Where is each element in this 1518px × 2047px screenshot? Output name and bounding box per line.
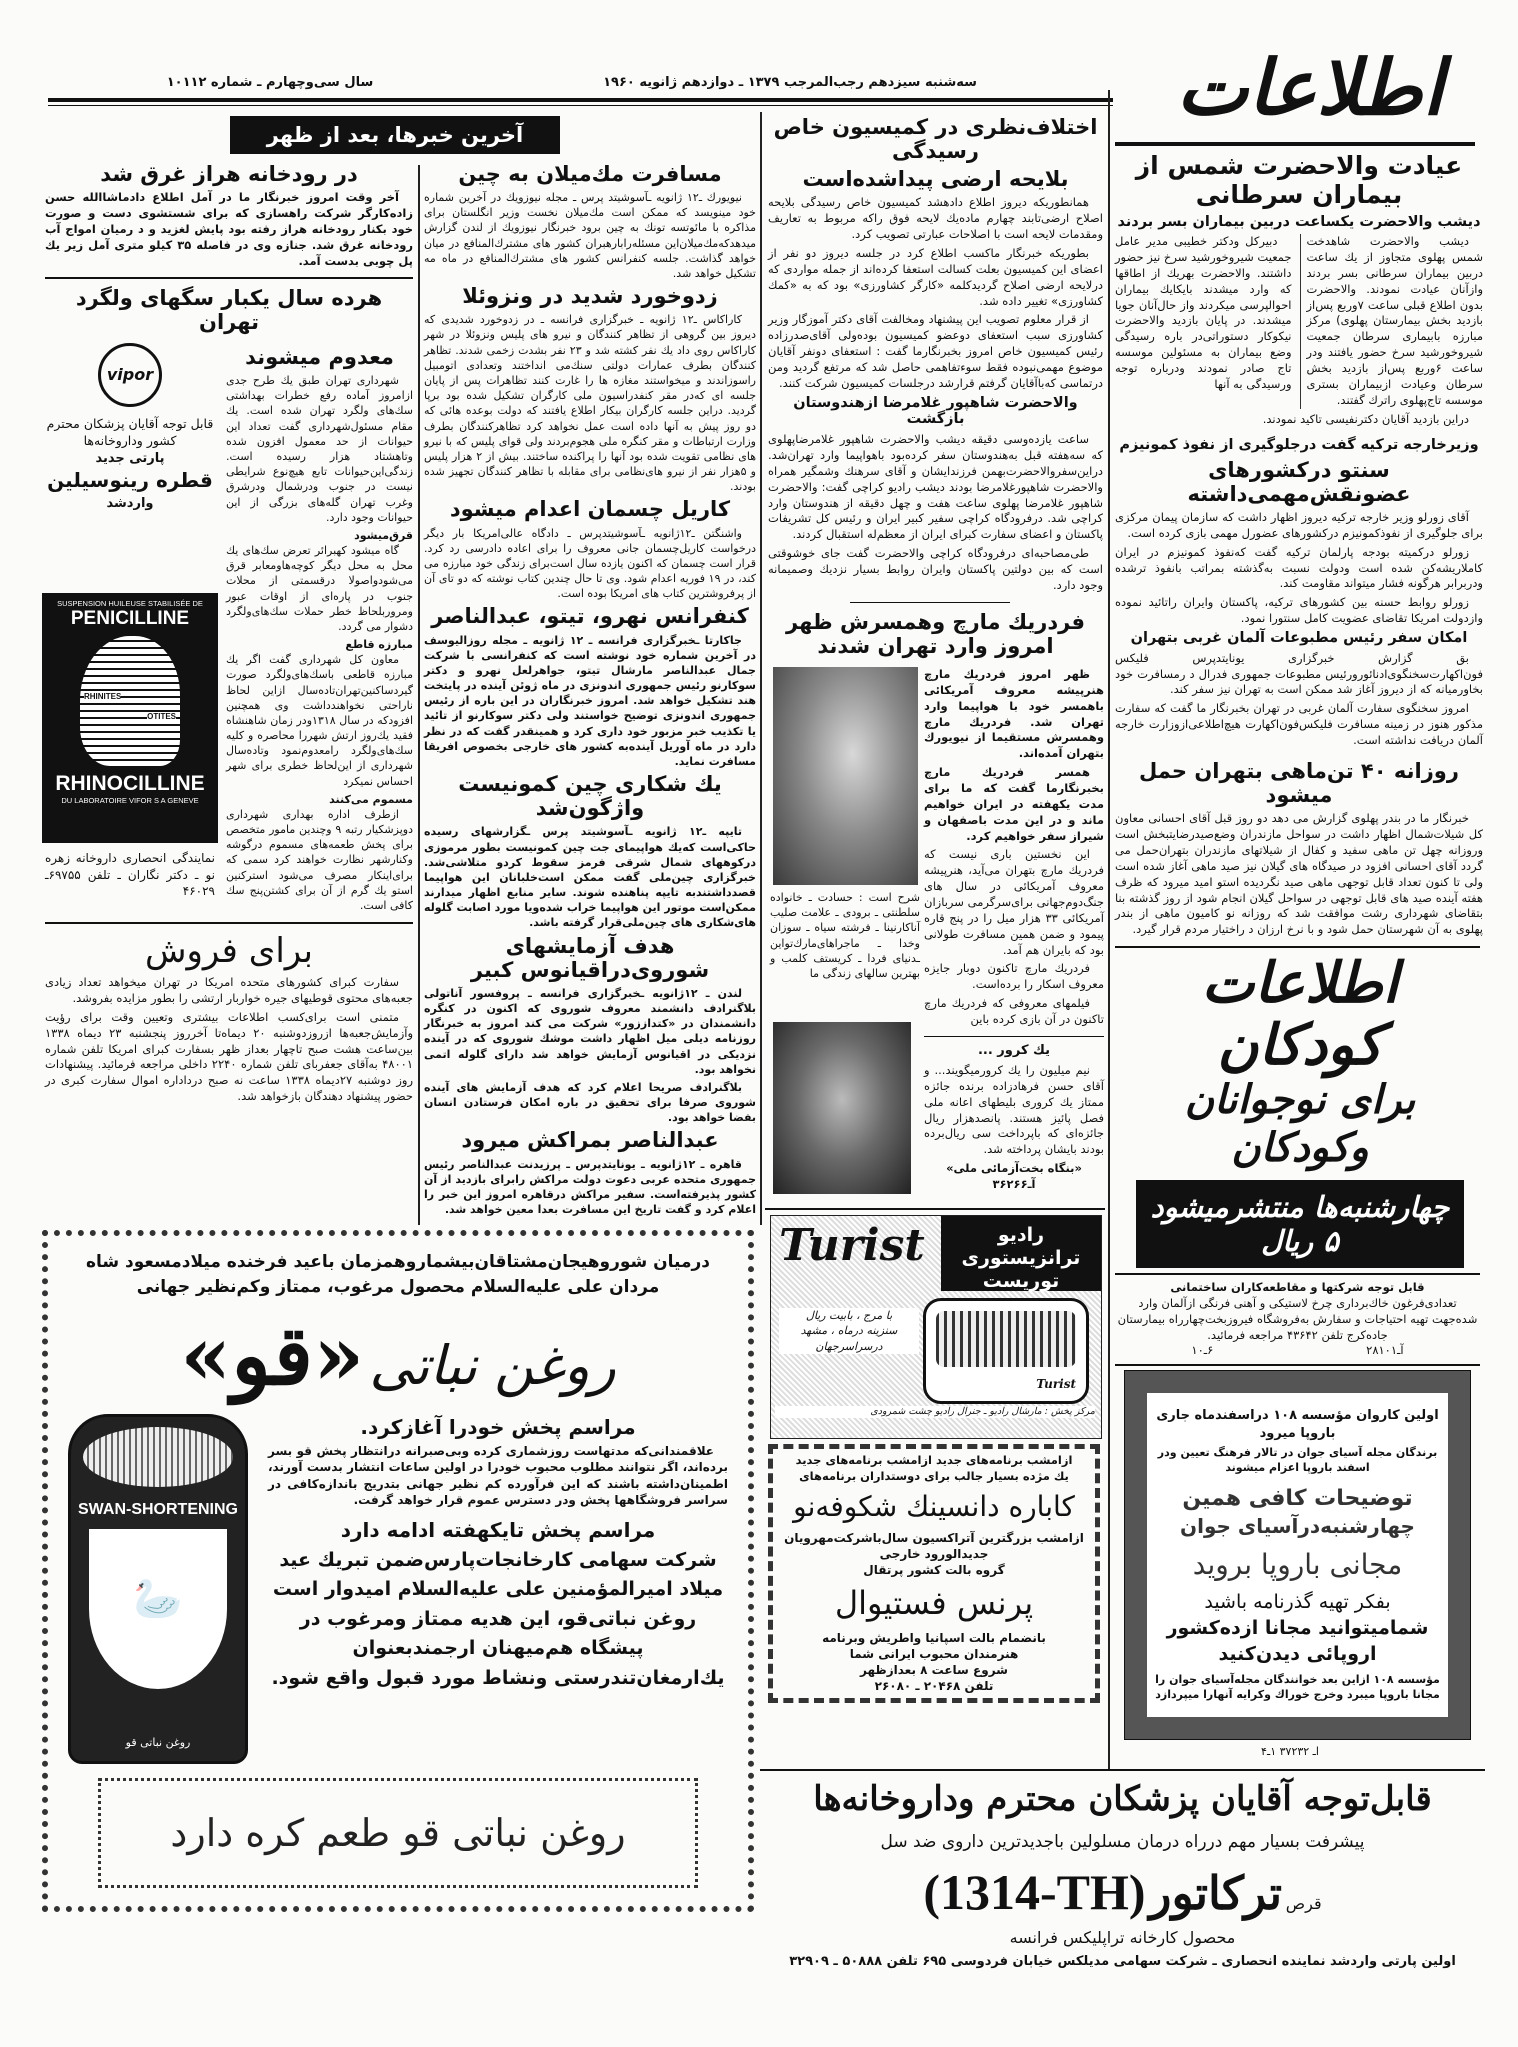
- issue-number: سال سی‌وچهارم ـ شماره ۱۰۱۱۲: [166, 75, 374, 90]
- drug-name: ترکاتور: [1149, 1866, 1283, 1921]
- ad-line: واردشد: [106, 496, 154, 512]
- article-body: این نخستین باری نیست که فردریك مارچ بتهران می‌آید، هنرپیشه معروف آمریکائی در سال های جنگ‌دوم‌جهانی برای‌سرگرمی سربازان آمریکائی ۳۳ هزار میل را در پنج قاره پیمود و ضمن همین مسافرت طولانی بود که بایران هم آمد.: [924, 847, 1104, 957]
- article-body: تایپه ـ۱۲ ژانویه ـآسوشیتد پرس ـگزارشهای رسیده حاکی‌است که‌یك هواپیمای جت چین کمونیست بطور مرموزی درکوههای شمال شرقی فرمز سقوط کردو متلاشی‌شد. خبرگزاری چین‌ملی گفت ممکن است‌خلبانان این هواپیما قصدداشتندبه تایپه پناهنده شوند. سایر منابع اظهار میدارند ممکن‌است موتور این هواپیما خراب شده‌ویا مورد اصابت گلوله های‌شکاری های چین‌ملی‌قرار گرفته باشد.: [424, 825, 756, 930]
- ad-line: قابل توجه آقایان پزشکان محترم کشور وداروخانه‌ها: [46, 416, 214, 449]
- headline: زدوخورد شدید در ونزوئلا: [462, 284, 718, 309]
- ad-code: آـ۳۶۲۶۶: [992, 1176, 1036, 1191]
- kids-magazine-ad: [1130, 950, 1470, 1268]
- signature: «بنگاه بخت‌آزمائی ملی»: [946, 1161, 1082, 1176]
- divider: [45, 922, 413, 924]
- ad-line: یك مژده بسیار جالب برای دوستداران برنامه‌های: [799, 1468, 1069, 1483]
- article-body: نیویورك ـ۱۲ ژانویه ـآسوشیتد پرس ـ مجله نیوزویك در آخرین شماره خود مینویسد که ممکن است مك‌میلان نخست وزیر انگلستان برای مذاکره با مائوتسه تونك به چین برود خبرنگار نیوزویك از لندن گزارش میدهدکه‌مك‌میلان‌این مسئله‌رابارهبران کشور های مشترك‌المنافع در میان خواهد گذاشت. جلسه کنفرانس کشور های مشترك‌المنافع در ماه مه تشکیل خواهد شد.: [424, 191, 756, 280]
- article-body: زورلو درکمیته بودجه پارلمان ترکیه گفت که‌نفوذ کمونیزم در ایران کاملاریشه‌کن شده است ودولت نسبت به‌گذشته بمراتب بانفوذ ترشده ودربرابر هرگونه فشار میتواند مقاومت کند.: [1115, 544, 1483, 591]
- article-body: آقای زورلو وزیر خارجه ترکیه دیروز اظهار داشت که سازمان پیمان مرکزی برای جلوگیری از نفوذکمونیزم درکشورهای عضورل مهمی بازی کرده است.: [1115, 509, 1483, 540]
- divider: [45, 277, 413, 279]
- article-body: امروز سخنگوی سفارت آلمان غربی در تهران بخبرنگار ما گفت که سفارت مذکور هنوز در زمینه مسافرت فلیکس‌فون‌اکهارت هیچ‌اطلاعی‌ازوزارت خارجه آلمان دریافت نداشته است.: [1115, 701, 1483, 747]
- headline: هدف آزمایشهای شوروی‌دراقیانوس کبیر: [470, 933, 710, 982]
- ad-line: اولین کاروان مؤسسه ۱۰۸ دراسفندماه جاری باروپا میرود: [1156, 1408, 1439, 1441]
- article-body: واشنگتن ـ۱۲ژانویه ـآسوشیتدپرس ـ دادگاه عالی‌امریکا بار دیگر درخواست کاریل‌چسمان جانی معروف را برای اعاده دادرسی رد کرد. قرار است چسمان که اکنون یازده سال است‌برای زندگی خود مبارزه می کند، در ۱۹ فوریه اعدام شود. وی تا حال چندین کتاب نوشته که دو تای آن از پرفروشترین کتاب های امریکا بوده است.: [424, 526, 756, 601]
- headline: فردریك مارچ وهمسرش ظهر امروز وارد تهران شدند: [786, 610, 1085, 659]
- article-dogs-heading: [45, 284, 413, 338]
- headline: در رودخانه هراز غرق شد: [100, 162, 358, 186]
- divider: [1115, 946, 1480, 948]
- headline: روزانه ۴۰ تن‌ماهی بتهران حمل میشود: [1139, 759, 1459, 808]
- photo-caption: شرح است : حسادت ـ خانواده سلطنتی ـ برودی ـ علامت صلیب آناکارنینا ـ فرشته سیاه ـ سوزان وخدا ـ ماجراهای‌مارك‌تواین ـدنیای فردا ـ کریستف کلمب و بهترین سالهای زندگی ما: [770, 891, 920, 980]
- ad-line: مؤسسه ۱۰۸ ازاین بعد خوانندگان مجله‌آسیای جوان را مجانا باروپا میبرد وخرج خوراك وکرایه آنهارا میپردازد: [1155, 1673, 1440, 1702]
- masthead-rule: [48, 98, 1113, 102]
- caravan-ad: [1125, 1371, 1470, 1739]
- ad-line: هنرمندان محبوب ایرانی شما: [849, 1646, 1019, 1661]
- article-lottery: [924, 1042, 1104, 1193]
- divider: [1115, 1364, 1480, 1366]
- construction-notice: [1115, 1280, 1480, 1359]
- qu-ad-text: [268, 1414, 728, 1693]
- ad-line: چهارشنبه‌درآسیای جوان: [1180, 1514, 1415, 1539]
- rhinocilline-illustration: [42, 593, 218, 843]
- can-label: SWAN-SHORTENING: [78, 1500, 238, 1518]
- ad-line: بانضمام بالت اسپانیا واطریش وبرنامه: [822, 1630, 1046, 1645]
- article-body: ظهر امروز فردریك مارچ هنرپیشه معروف آمریکائی باهمسر خود با هواپیما وارد تهران شد. فردریك مارچ وهمسرش مستقیما از نیویورك بتهران آمده‌اند.: [924, 667, 1104, 761]
- article-fish: [1115, 757, 1483, 941]
- article-body: گاه میشود کهبرائر تعرض سك‌های یك محل به محل دیگر کوچه‌هاومعابر قرق می‌شودواصولا درقسمتی از محلات جنوب در پاره‌ای از اوقات عبور ومروربلحاظ خطر حملات سك‌های‌ولگرد دشوار می گردد.: [226, 544, 413, 633]
- headline: یك شکاری چین کمونیست واژگون‌شد: [458, 772, 722, 821]
- ad-image-text: RHINITES: [84, 692, 122, 701]
- ad-line: توضیحات کافی همین: [1182, 1485, 1413, 1511]
- qu-ad-footer: روغن نباتی قو طعم کره دارد: [98, 1778, 698, 1888]
- subheading: مسموم می‌کنند: [329, 792, 413, 806]
- notice-title: قابل توجه شرکتها و مقاطعه‌کاران ساختمانی: [1170, 1280, 1425, 1294]
- kicker: وزیرخارجه ترکیه گفت درجلوگیری از نفوذ کمونیزم: [1119, 437, 1479, 453]
- ad-line: جدیدالورود خارجی: [879, 1547, 989, 1562]
- headline: بلایحه ارضی پیداشده‌است: [802, 167, 1069, 192]
- divider: [924, 1036, 1104, 1037]
- headline: هرده سال یکبار سگهای ولگرد تهران: [75, 286, 383, 335]
- article-body: همسر فردریك مارچ بخبرنگارما گفت که ما برای مدت یکهفته در ایران خواهیم ماند و در این مدت باصفهان و شیراز سفر خواهیم کرد.: [924, 765, 1104, 843]
- brand-logo: Turist: [779, 1220, 925, 1271]
- article-body-wrap: [924, 667, 1104, 1031]
- ad-band: چهارشنبه‌ها منتشرمیشود ۵ ریال: [1136, 1180, 1464, 1268]
- article-body: ازطرف اداره بهداری شهرداری دوپزشکیار رتبه ۹ وچندین مامور متخصص برای پخش طعمه‌های مسموم درگوشه وکنارشهر نظارت خواهند کرد سمی که برای‌اینکار مصرف می‌شود استرکنین استو یك گرم از آن برای کشتن‌پنج سك کافی است.: [226, 807, 413, 912]
- notice-code: ۶ـ۱۰: [1191, 1343, 1214, 1358]
- ad-line: مجانی باروپا بروید: [1192, 1548, 1403, 1582]
- notice-code: آ‌ـ۲۸۱۰۱: [1366, 1343, 1404, 1358]
- divider: [1115, 1273, 1480, 1275]
- divider: [760, 1769, 1485, 1771]
- brand-name: «قو»: [180, 1308, 365, 1405]
- article-body: آخر وقت امروز خبرنگار ما در آمل اطلاع داد‌ماشاالله حسن زاده‌کارگر شرکت راهسازی که برای شستشوی دست و صورت خود بکنار رودخانه هراز رفته بود پایش لغزید و د رمیان امواج آب رودخانه غرق شد. جنازه وی در فاصله ۳۵ کیلو متری آمل زیر یك پل چوبی بدست آمد.: [45, 190, 413, 268]
- article-body: ساعت یازده‌وسی دقیقه دیشب والاحضرت شاهپور غلامرضاپهلوی که سه‌هفته قبل به‌هندوستان سفر کرده‌بود باهواپیما وارد تهران‌شد. دراین‌سفروالاحضرت‌بهمن فرزندایشان و آقای سرهنك وشمگیر همراه والاحضرت شاهپورغلامرضا بودند دیشب رادیو کراچی گفت: والاحضرت شاهپور غلامرضا پهلوی ساعت هفت و چهل دقیقه از هندوستان وارد کراچی شد. درفرودگاه کراچی سفیر کبیر ایران و رئیس کل تشریفات پاکستان و اعضای سفارت کبرای ایران از معظم‌له استقبال کردند.: [768, 432, 1103, 542]
- can-label-fa: روغن نباتی قو: [125, 1735, 191, 1749]
- ad-agent: نمایندگی انحصاری داروخانه زهره نو ـ دکتر نگاران ـ تلفن ۶۹۷۵۵ـ ۴۶۰۲۹: [45, 851, 215, 899]
- article-for-sale: [45, 930, 413, 1108]
- ad-line: برندگان مجله آسیای جوان در تالار فرهنگ تعیین ودر اسفند باروپا اعزام میشوند: [1157, 1446, 1438, 1474]
- ad-line: اولین پارتی واردشد نماینده انحصاری ـ شرکت سهامی مدیلکس خیابان فردوسی ۶۹۵ تلفن ۵۰۸۸۸ ـ ۳۲۹۰۹: [789, 1954, 1456, 1970]
- ad-line: ازامشب بزرگترین آتراکسیون سال‌باشرکت‌مهرویان: [784, 1530, 1084, 1545]
- ad-line: با مرج ، بابیت ریال: [805, 1309, 893, 1322]
- headline: عبدالناصر بمراکش میرود: [461, 1128, 719, 1153]
- issue-date: سه‌شنبه سیزدهم رجب‌المرجب ۱۳۷۹ ـ دوازدهم ژانویه ۱۹۶۰: [603, 75, 977, 90]
- article-body: لندن ـ ۱۲ژانویه ـخبرگزاری فرانسه ـ پروفسور آناتولی بلاگنرادف دانشمند معروف شوروی که اکنون در کنگره دانشمندان در «کتداززور» شرکت می کند امروز به خبرنگار روزنامه دیلی میل اظهار داشت موشك شوروی که در آینده نزدیکی در اقیانوس آزمایش خواهد شد دارای گلوله اتمی نخواهد بود.: [424, 986, 756, 1076]
- article-body: طی‌مصاحبه‌ای درفرودگاه کراچی والاحضرت گفت جای خوشوقتی است که بین دولتین پاکستان وایران روابط بسیار نزدیك وصمیمانه وجود دارد.: [768, 546, 1103, 592]
- ad-line: قطره رینوسیلین: [47, 468, 213, 493]
- ad-line: ازامشب برنامه‌های جدید ازامشب برنامه‌های جدید: [795, 1453, 1073, 1467]
- qu-brand-wordmark: [68, 1305, 728, 1408]
- subheading: قرق‌میشود: [354, 528, 413, 542]
- brand-subtitle: روغن نباتی: [369, 1334, 616, 1398]
- swan-shortening-can: [68, 1414, 248, 1764]
- article-body: قاهره ـ ۱۲ژانویه ـ یونایتدپرس ـ پرزیدنت عبدالناصر رئیس جمهوری متحده عربی دعوت دولت مراکش رابرای بازدید از آن کشور پذیرفته‌است. سفیر مراکش درقاهره امروز این خبر را اعلام کرد و گفت تاریخ این مسافرت بعدا معین خواهد شد.: [424, 1157, 756, 1217]
- column-divider: [1108, 90, 1110, 1769]
- article-body: معاون کل شهرداری گفت اگر یك مبارزه قاطعی باسك‌های‌ولگرد صورت گیرد‌ساکنین‌تهران‌تاده‌سال ازاین لحاظ ناراحتی نخواهندداشت وی همچنین افزودکه در سال ۱۳۱۸ودر زمان شاهنشاه فقید یك‌روز ارتش شهررا محاصره و کلیه سك‌های‌ولگرد رامعدوم‌نمود وتاده‌سال شهرداری از این‌لحاظ خطری برای شهر احساس نمیکرد: [226, 653, 414, 788]
- ad-line: محصول کارخانه تراپلیکس فرانسه: [1009, 1928, 1236, 1948]
- masthead-rule-thin: [48, 105, 1113, 106]
- ad-line: تلفن ۲۰۴۶۸ ـ ۲۶۰۸۰: [874, 1679, 994, 1694]
- article-body: متمنی است برای‌کسب اطلاعات بیشتری وتعیین وقت برای رؤیت وآزمایش‌جعبه‌ها ازروزدوشنبه ۲۰ دیماه‌تا آخرروز پنجشنبه ۲۳ دیماه ۱۳۳۸ بین‌ساعت هشت صبح تاچهار بعداز ظهر بسفارت کبرای امریکا تلفن شماره ۴۸۰۰۱ به‌آقای جعفربای تلفن شماره ۲۲۴۰ داخلی مراجعه فرمائید. پیشنهادات روز دوشنبه ۲۷دیماه ۱۳۳۸ ساعت نه صبح درداداره اموال سفارت کبری در حضور پیشنهاد دهندگان بازخواهد شد.: [45, 1009, 414, 1104]
- article-body: زورلو روابط حسنه بین کشورهای ترکیه، پاکستان وایران راتائید نموده وازدولت امریکا تقاضای عضویت کامل سنتورا نمود.: [1115, 595, 1483, 626]
- qu-oil-ad: [42, 1230, 754, 1912]
- ad-line: اروپائی دیدن‌کنید: [1218, 1642, 1377, 1665]
- headline: اختلاف‌نظری در کمیسیون خاص رسیدگی: [773, 115, 1098, 164]
- notice-body: تعدادی‌فرغون خاك‌برداری چرخ لاستیکی و آهنی فرنگی ازآلمان وارد شده‌جهت تهیه احتیاجات و سفارش به‌فروشگاه فیروزبخت‌چهارراه بیمارستان جاده‌کرج تلفن ۴۳۶۴۲ مراجعه فرمائید.: [1117, 1295, 1478, 1342]
- article-body: بق گزارش خبرگزاری یونایتدپرس فلیکس فون‌اکهارت‌سخنگوی‌ادنائورورئیس مطبوعات جمهوری فدرال د رمسافرت خود بخاورمیانه که از دیروز آغاز شد ممکن است به تهران نیز سفر کند.: [1115, 650, 1483, 697]
- ad-body: علاقمندانی‌که مدتهاست روزشماری کرده وبی‌صبرانه درانتظار پخش قو بسر برده‌اند، اگر نتوانند مطلوب محبوب خودرا در اولین ساعات انتشار بدست آورند، اطمینان‌داشته باشند که این فرآورده کم نظیر جهانی بتدریج باندازه‌کافی در سراسر فروشگاهها پخش ودر دسترس عموم قرار خواهد گرفت.: [268, 1443, 728, 1508]
- ad-title: قابل‌توجه آقایان پزشکان محترم وداروخانه‌ها: [813, 1779, 1432, 1819]
- article-body: خبرنگار ما در بندر پهلوی گزارش می دهد دو روز قبل آقای احسانی معاون کل شیلات‌شمال اظهار داشت در سواحل مازندران وضع‌صیدرضایتبخش است وروزانه چهل تن ماهی سفید و کفال از شیلاتهای مازندران بتهران‌حمل می گردد آقای احسانی افزود در صیدگاه های گیلان نیز صید ماهی آغاز شده است ولی تا کنون تعداد قابل توجهی ماهی صید نگردیده استو امید میرود که ظرف هفته آینده صید های قابل توجهی در سواحل گیلان انجام شود از روز گذشته بنا بتقاضای شهرداری رشت موافقت شد که روزانه نو کامیون ماهی از بندر پهلوی به آن شهرستان حمل شود و با نرخ ارزان د راختیار مردم قرار گیرد.: [1115, 811, 1483, 937]
- cabaret-ad: [768, 1444, 1100, 1703]
- article-shams: [1115, 150, 1483, 430]
- ad-line: پارتی جدید: [95, 450, 165, 466]
- ad-line: پیشرفت بسیار مهم درراه درمان مسلولین باجدیدترین داروی ضد سل: [880, 1831, 1365, 1852]
- ad-subtitle: برای نوجوانان وکودکان: [1184, 1076, 1416, 1172]
- article-body: فیلمهای معروفی که فردریك مارچ تاکنون در آن بازی کرده باین: [924, 996, 1104, 1027]
- ad-image-text: DU LABORATOIRE VIFOR S A GENEVE: [61, 796, 199, 805]
- article-body: نیم میلیون را یك کرورمیگویند... و آقای حسن فرهادزاده برنده جائزه ممتاز یك کروری بلیطهای اعانه ملی فصل پائیز هستند. پانصدهزار ریال جائزه‌ای که باپرداخت سی ریال‌برده بودند بایشان پرداخته شد.: [924, 1062, 1104, 1157]
- article-land-reform: [768, 113, 1103, 597]
- fredric-march-photo: [773, 667, 918, 885]
- article-fredric-march: [768, 608, 1103, 662]
- ad-prefix: قرص: [1285, 1894, 1322, 1914]
- article-body: از قرار معلوم تصویب این پیشنهاد ومخالفت آقای دکتر آموزگار وزیر کشاورزی سبب استعفای دوعضو کمیسیون بوده‌ولی آقای‌صدرزاده رئیس کمیسیون خاص امروز بخبرنگارما گفت : استعفای دونفر آقایان موضوع مهمی‌نبوده فقط سوءتفاهمی حاصل شد که مرتفع گردید ومن درتماسی که‌باآقایان گرفتم قرارشد درجلسات کمیسیون شرکت کنند.: [768, 312, 1103, 390]
- article-body: کاراکاس ـ۱۲ ژانویه ـ خبرگزاری فرانسه ـ در زدوخورد شدیدی که دیروز بین گروهی از تظاهر کنندگان و نیرو های پلیس ونزوئلا در شهر کاراکاس روی داد یك نفر کشته شد و ۲۳ نفر بشدت زخمی شدند. تظاهر کنندگان بطرف عمارات دولتی سنك‌می انداختند وتعدادی اتومبیل راسوزاندند و میخواستند مغازه ها را غارت کنند تظاهرات پس از پایان جلسه ای که‌در مقر کنفدراسیون ملی کارگران تشکیل شده بود برپا گردید. دراین جلسه کارگران بیکار اطلاع یافتند که دولت بوعده هائی که دو روز پیش به آنها داده است عمل نخواهد کرد تظاهرکنندگان بطرف وزارت ارتباطات و مقر کنگره ملی هجوم‌بردند ولی قوای پلیس که با نیرو های نظامی تقویت شده بود آنها را پراکنده ساختند. بیش از ۲ هزار پلیس و ۵هزار نفر از نیرو های‌نظامی برای مقابله با تظاهر کنندگان تجهیز شده بودند.: [424, 313, 757, 494]
- column-world-news: [424, 160, 756, 1220]
- article-body: دیشب والاحضرت شاهدخت شمس پهلوی متجاوز از یك ساعت دربین بیماران سرطانی بسر بردند وازآنان عیادت نمودند. والاحضرت بدون اطلاع قبلی ساعت ۷وربع پس‌از بازدید بخش بیمارستان پهلوی) مرکز مبارزه بابیماری سرطان جمعیت شیرو‌خورشید سرخ حضور یافتند ودر ساعت ۶وربع پس‌از بازدید بخش سرطان وعیادت ازبیماران بستری موسسه تاج‌پهلوی راترك گفتند.: [1300, 234, 1484, 408]
- ad-title: کاباره دانسینك شکوفه‌نو: [793, 1490, 1075, 1524]
- ad-image-text: SUSPENSION HUILEUSE STABILISÉE DE: [57, 599, 203, 608]
- vipor-logo: vipor: [98, 343, 162, 407]
- swan-icon: 🦢: [89, 1529, 227, 1689]
- newspaper-logo: اطلاعات: [1176, 43, 1444, 132]
- subheadline: دیشب والاحضرت یکساعت دربین بیماران بسر بردند: [1117, 213, 1481, 230]
- rhinocilline-ad-text: [45, 343, 215, 513]
- headline: کنفرانس نهرو، تیتو، عبدالناصر: [431, 604, 749, 629]
- headline: والاحضرت شاهپور غلامرضا ازهندوستان بازگشت: [793, 394, 1078, 428]
- logo-rule: [1115, 142, 1475, 146]
- headline: امکان سفر رئیس مطبوعات آلمان غربی بتهران: [1130, 629, 1468, 646]
- ad-image-text: OTITES: [147, 712, 176, 721]
- lottery-winner-photo: [773, 1022, 911, 1194]
- ad-line: سنزینه درماه ، مشهد: [800, 1324, 898, 1338]
- article-body: بلاگنرادف صریحا اعلام کرد که هدف آزمایش های آینده شوروی صرفا برای تحقیق در باره امکان فرستادن انسان بفضا خواهد بود.: [424, 1080, 756, 1125]
- latest-news-banner: آخرین خبرها، بعد از ظهر: [230, 116, 560, 154]
- column-divider: [418, 165, 420, 1225]
- article-dogs-body: [226, 343, 413, 916]
- article-body: سفارت کبرای کشورهای متحده امریکا در تهران میخواهد تعداد زیادی جعبه‌های محتوی قوطیهای جیره خواربار ارتشی را بطور مزایده بفروشد.: [45, 975, 413, 1005]
- ad-intro: درمیان شوروهیجان‌مشتاقان‌بیشماروهمزمان باعید فرخنده میلادمسعود شاه مردان علی علیه‌السلام محصول مرغوب، ممتاز وکم‌نظیر جهانی: [85, 1252, 711, 1297]
- ad-title: پرنس فستیوال: [834, 1584, 1034, 1623]
- ad-line: شروع ساعت ۸ بعدازظهر: [860, 1662, 1008, 1677]
- radio-brand: Turist: [1036, 1377, 1076, 1391]
- trecator-ad: [765, 1776, 1480, 1971]
- ad-heading: مراسم پخش خودرا آغازکرد.: [360, 1414, 636, 1439]
- ad-line: درسراسرجهان: [815, 1339, 883, 1353]
- ad-address: مرکز پخش : مارشال رادیو ـ جنرال رادیو چشت شمرودی: [775, 1406, 1095, 1418]
- ad-code: ا‌ـ ۳۷۲۳۲ ۱ـ۴: [1261, 1745, 1319, 1758]
- subheading: مبارزه قاطع: [345, 638, 413, 652]
- ad-body: شرکت سهامی کارخانجات‌پارس‌ضمن تبریك عید میلاد امیرالمؤمنین علی علیه‌السلام امیدوار است روغن نباتی‌قو، این هدیه ممتاز ومرغوب در پیشگاه هم‌میهنان ارجمندبعنوان یك‌ارمغان‌تندرستی ونشاط مورد قبول واقع شود.: [271, 1548, 725, 1689]
- ad-image-text: PENICILLINE: [70, 608, 190, 629]
- ad-heading: مراسم پخش تایکهفته ادامه دارد: [340, 1517, 656, 1542]
- article-body: فردریك مارچ تاکنون دوبار جایزه معروف اسکار را برده‌است.: [924, 961, 1104, 992]
- ad-line: گروه بالت کشور پرتقال: [863, 1563, 1005, 1578]
- head-dropper-icon: [80, 636, 180, 766]
- article-haraz: [45, 160, 413, 272]
- headline: سنتو درکشورهای عضونقش‌مهمی‌داشته: [1187, 457, 1411, 506]
- column-divider: [760, 112, 762, 1225]
- ad-image-text: RHINOCILLINE: [55, 772, 205, 795]
- article-body: جاکارتا ـخبرگزاری فرانسه ـ ۱۲ ژانویه ـ مجله روزالیوسف در آخرین شماره خود نوشته است که کنفرانسی با شرکت جمال عبدالناصر مارشال تیتو، جواهرلعل نهرو و دکتر سوکارنو رئیس جمهوری اندونزی در ماه ژوئن آینده در پایتخت هند تشکیل خواهد شد. امروز خبرنگاران در این باره از رئیس جمهوری اندونزی توضیح خواستند ولی دکتر سوکارنو از تائید یا تکذیب خبر مزبور خود داری کرد و همینقدر گفت که در نظر دارد در ماه آوریل آینده‌به کشور های خارجی بخصوص افریقا مسافرت نماید.: [424, 633, 756, 768]
- article-body: دراین بازدید آقایان دکترنفیسی تاکید نمودند.: [1262, 411, 1469, 426]
- article-body: بطوریکه خبرنگار ماکسب اطلاع کرد در جلسه دیروز دو نفر از اعضای این کمیسیون بعلت کسالت استعفا کرده‌اند از جمله مواردی که درلایحه ارضی اصلاح گردیدکلمه «کارگر کشاورزی» بود که به «کمك کشاورزی» تغییر داده شد.: [768, 246, 1103, 308]
- headline: کاریل چسمان اعدام میشود: [449, 497, 731, 522]
- article-body: همانطوریکه دیروز اطلاع دادهشد کمیسیون خاص رسیدگی بلایحه اصلاح ارضی‌تابند چهارم ماده‌یك لایحه فوق راکه مربوط به تعاریف ومقدمات لایحه است با اصلاحات عبارتی تصویب کرد.: [768, 195, 1103, 242]
- radio-icon: [923, 1298, 1089, 1404]
- headline: برای فروش: [144, 931, 314, 971]
- headline: یك کرور ...: [977, 1043, 1051, 1058]
- ad-line: شمامیتوانید مجانا ازده‌کشور: [1166, 1616, 1429, 1639]
- drug-code: (1314-TH): [923, 1864, 1146, 1921]
- turist-radio-ad: [770, 1215, 1102, 1439]
- ad-title: رادیو ترانزیستوری توریست: [941, 1216, 1101, 1291]
- headline: عیادت والاحضرت شمس از بیماران سرطانی: [1135, 151, 1463, 209]
- article-body: دبیرکل ودکتر خطیبی مدیر عامل جمعیت شیروخورشید سرخ نیز حضور داشتند. والاحضرت بهریك از اطاقها که وارد میشدند بایکایك بیماران احوالپرسی میکردند واز حال‌آنان جویا میشدند. در پایان بازدید والاحضرت نیکوکار دستوراتی‌در باره رسیدگی وضع بیماران به مسئولین موسسه تاج صادر نمودند ودرباره توجه ورسیدگی به آنها: [1115, 234, 1292, 391]
- article-cento: [1115, 435, 1483, 752]
- divider: [850, 602, 1010, 603]
- headline: مسافرت مك‌میلان به چین: [458, 162, 722, 186]
- headline: معدوم میشوند: [245, 345, 394, 369]
- article-body: شهرداری تهران طبق یك طرح جدی ازامروز آماده رفع خطرات بهداشتی سك‌های ولگرد تهران شده است. یك مقام مسئول‌شهرداری گفت تعداد این حیوانات از حد معمول افزون شده وتاهشتاد هزار رسیده است. زندگی‌این‌حیوانات تابع هیچ‌نوع شرایطی نیست در جنوب ودرشمال ودرشرق وغرب تهران گله‌های بزرگی از این حیوانات وجود دارد.: [226, 374, 413, 524]
- ad-title: اطلاعات کودکان: [1201, 950, 1399, 1078]
- ad-line: بفکر تهیه گذرنامه باشید: [1204, 1591, 1391, 1614]
- divider: [765, 1208, 1105, 1210]
